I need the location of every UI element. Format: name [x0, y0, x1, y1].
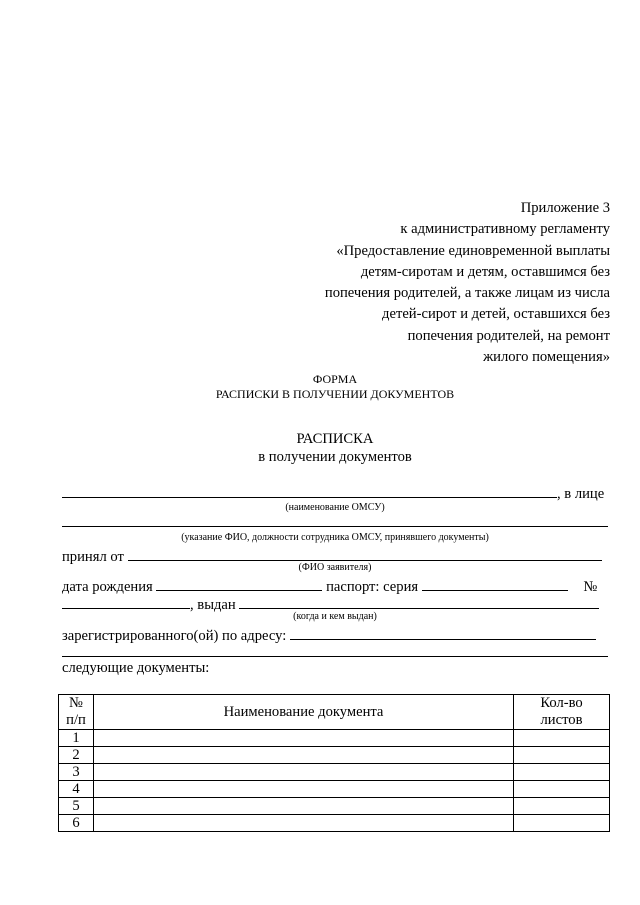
- sheets-count-cell[interactable]: [514, 764, 610, 781]
- appendix-note: [325, 198, 610, 368]
- address-continuation-blank[interactable]: [62, 642, 608, 657]
- passport-series-blank[interactable]: [422, 576, 568, 591]
- col-sheets-header: Кол-во листов: [514, 695, 610, 730]
- employee-blank[interactable]: [62, 512, 608, 527]
- documents-line: [62, 660, 608, 677]
- document-name-cell[interactable]: [94, 798, 514, 815]
- passport-number-label: №: [583, 579, 598, 595]
- address-blank[interactable]: [290, 625, 596, 640]
- receipt-heading: [0, 430, 640, 466]
- sheets-count-cell[interactable]: [514, 747, 610, 764]
- table-row: [59, 764, 610, 781]
- document-name-cell[interactable]: [94, 764, 514, 781]
- document-name-cell[interactable]: [94, 730, 514, 747]
- row-number: 2: [59, 747, 94, 764]
- omsu-line: [62, 483, 608, 503]
- received-from-label: принял от: [62, 549, 124, 565]
- appendix-line: жилого помещения»: [483, 349, 610, 366]
- in-person-suffix: , в лице: [557, 486, 605, 502]
- appendix-line: детей-сирот и детей, оставшихся без: [382, 306, 610, 323]
- receipt-title: РАСПИСКА: [296, 431, 374, 447]
- col-name-header: Наименование документа: [94, 695, 514, 730]
- appendix-line: детям-сиротам и детям, оставшимся без: [360, 263, 610, 280]
- row-number: 5: [59, 798, 94, 815]
- form-heading-title: ФОРМА: [312, 372, 358, 386]
- table-row: [59, 815, 610, 832]
- row-number: 3: [59, 764, 94, 781]
- omsu-name-blank[interactable]: [62, 483, 557, 498]
- sheets-count-cell[interactable]: [514, 730, 610, 747]
- applicant-name-blank[interactable]: [128, 546, 602, 561]
- appendix-line: «Предоставление единовременной выплаты: [336, 242, 610, 259]
- document-name-cell[interactable]: [94, 747, 514, 764]
- address-continuation-line: [62, 642, 608, 662]
- table-header-row: [59, 695, 610, 730]
- address-label: зарегистрированного(ой) по адресу:: [62, 628, 287, 644]
- col-number-header: № п/п: [59, 695, 94, 730]
- appendix-line: попечения родителей, а также лицам из числа: [324, 285, 610, 302]
- table-row: [59, 798, 610, 815]
- row-number: 1: [59, 730, 94, 747]
- passport-number-blank[interactable]: [62, 594, 190, 609]
- appendix-line: к административному регламенту: [400, 221, 610, 238]
- document-name-cell[interactable]: [94, 781, 514, 798]
- employee-line: [62, 512, 608, 532]
- applicant-caption: (ФИО заявителя): [298, 562, 372, 573]
- table-row: [59, 781, 610, 798]
- passport-series-label: паспорт: серия: [326, 579, 419, 595]
- form-heading: [0, 372, 640, 402]
- issued-caption: (когда и кем выдан): [293, 611, 377, 622]
- appendix-line: Приложение 3: [520, 200, 610, 216]
- sheets-count-cell[interactable]: [514, 798, 610, 815]
- appendix-line: попечения родителей, на ремонт: [407, 327, 610, 344]
- birth-passport-line: [62, 576, 608, 596]
- birth-date-label: дата рождения: [62, 579, 153, 595]
- table-row: [59, 747, 610, 764]
- omsu-caption: (наименование ОМСУ): [285, 502, 385, 513]
- issued-by-blank[interactable]: [239, 594, 599, 609]
- employee-caption: (указание ФИО, должности сотрудника ОМСУ, принявшего документы): [181, 532, 489, 543]
- birth-date-blank[interactable]: [156, 576, 322, 591]
- sheets-count-cell[interactable]: [514, 815, 610, 832]
- documents-table: [58, 694, 610, 832]
- documents-label: следующие документы:: [62, 660, 210, 676]
- document-name-cell[interactable]: [94, 815, 514, 832]
- sheets-count-cell[interactable]: [514, 781, 610, 798]
- receipt-subtitle: в получении документов: [258, 449, 412, 465]
- issued-label: , выдан: [190, 597, 236, 613]
- form-heading-subtitle: РАСПИСКИ В ПОЛУЧЕНИИ ДОКУМЕНТОВ: [215, 387, 455, 401]
- table-row: [59, 730, 610, 747]
- row-number: 6: [59, 815, 94, 832]
- row-number: 4: [59, 781, 94, 798]
